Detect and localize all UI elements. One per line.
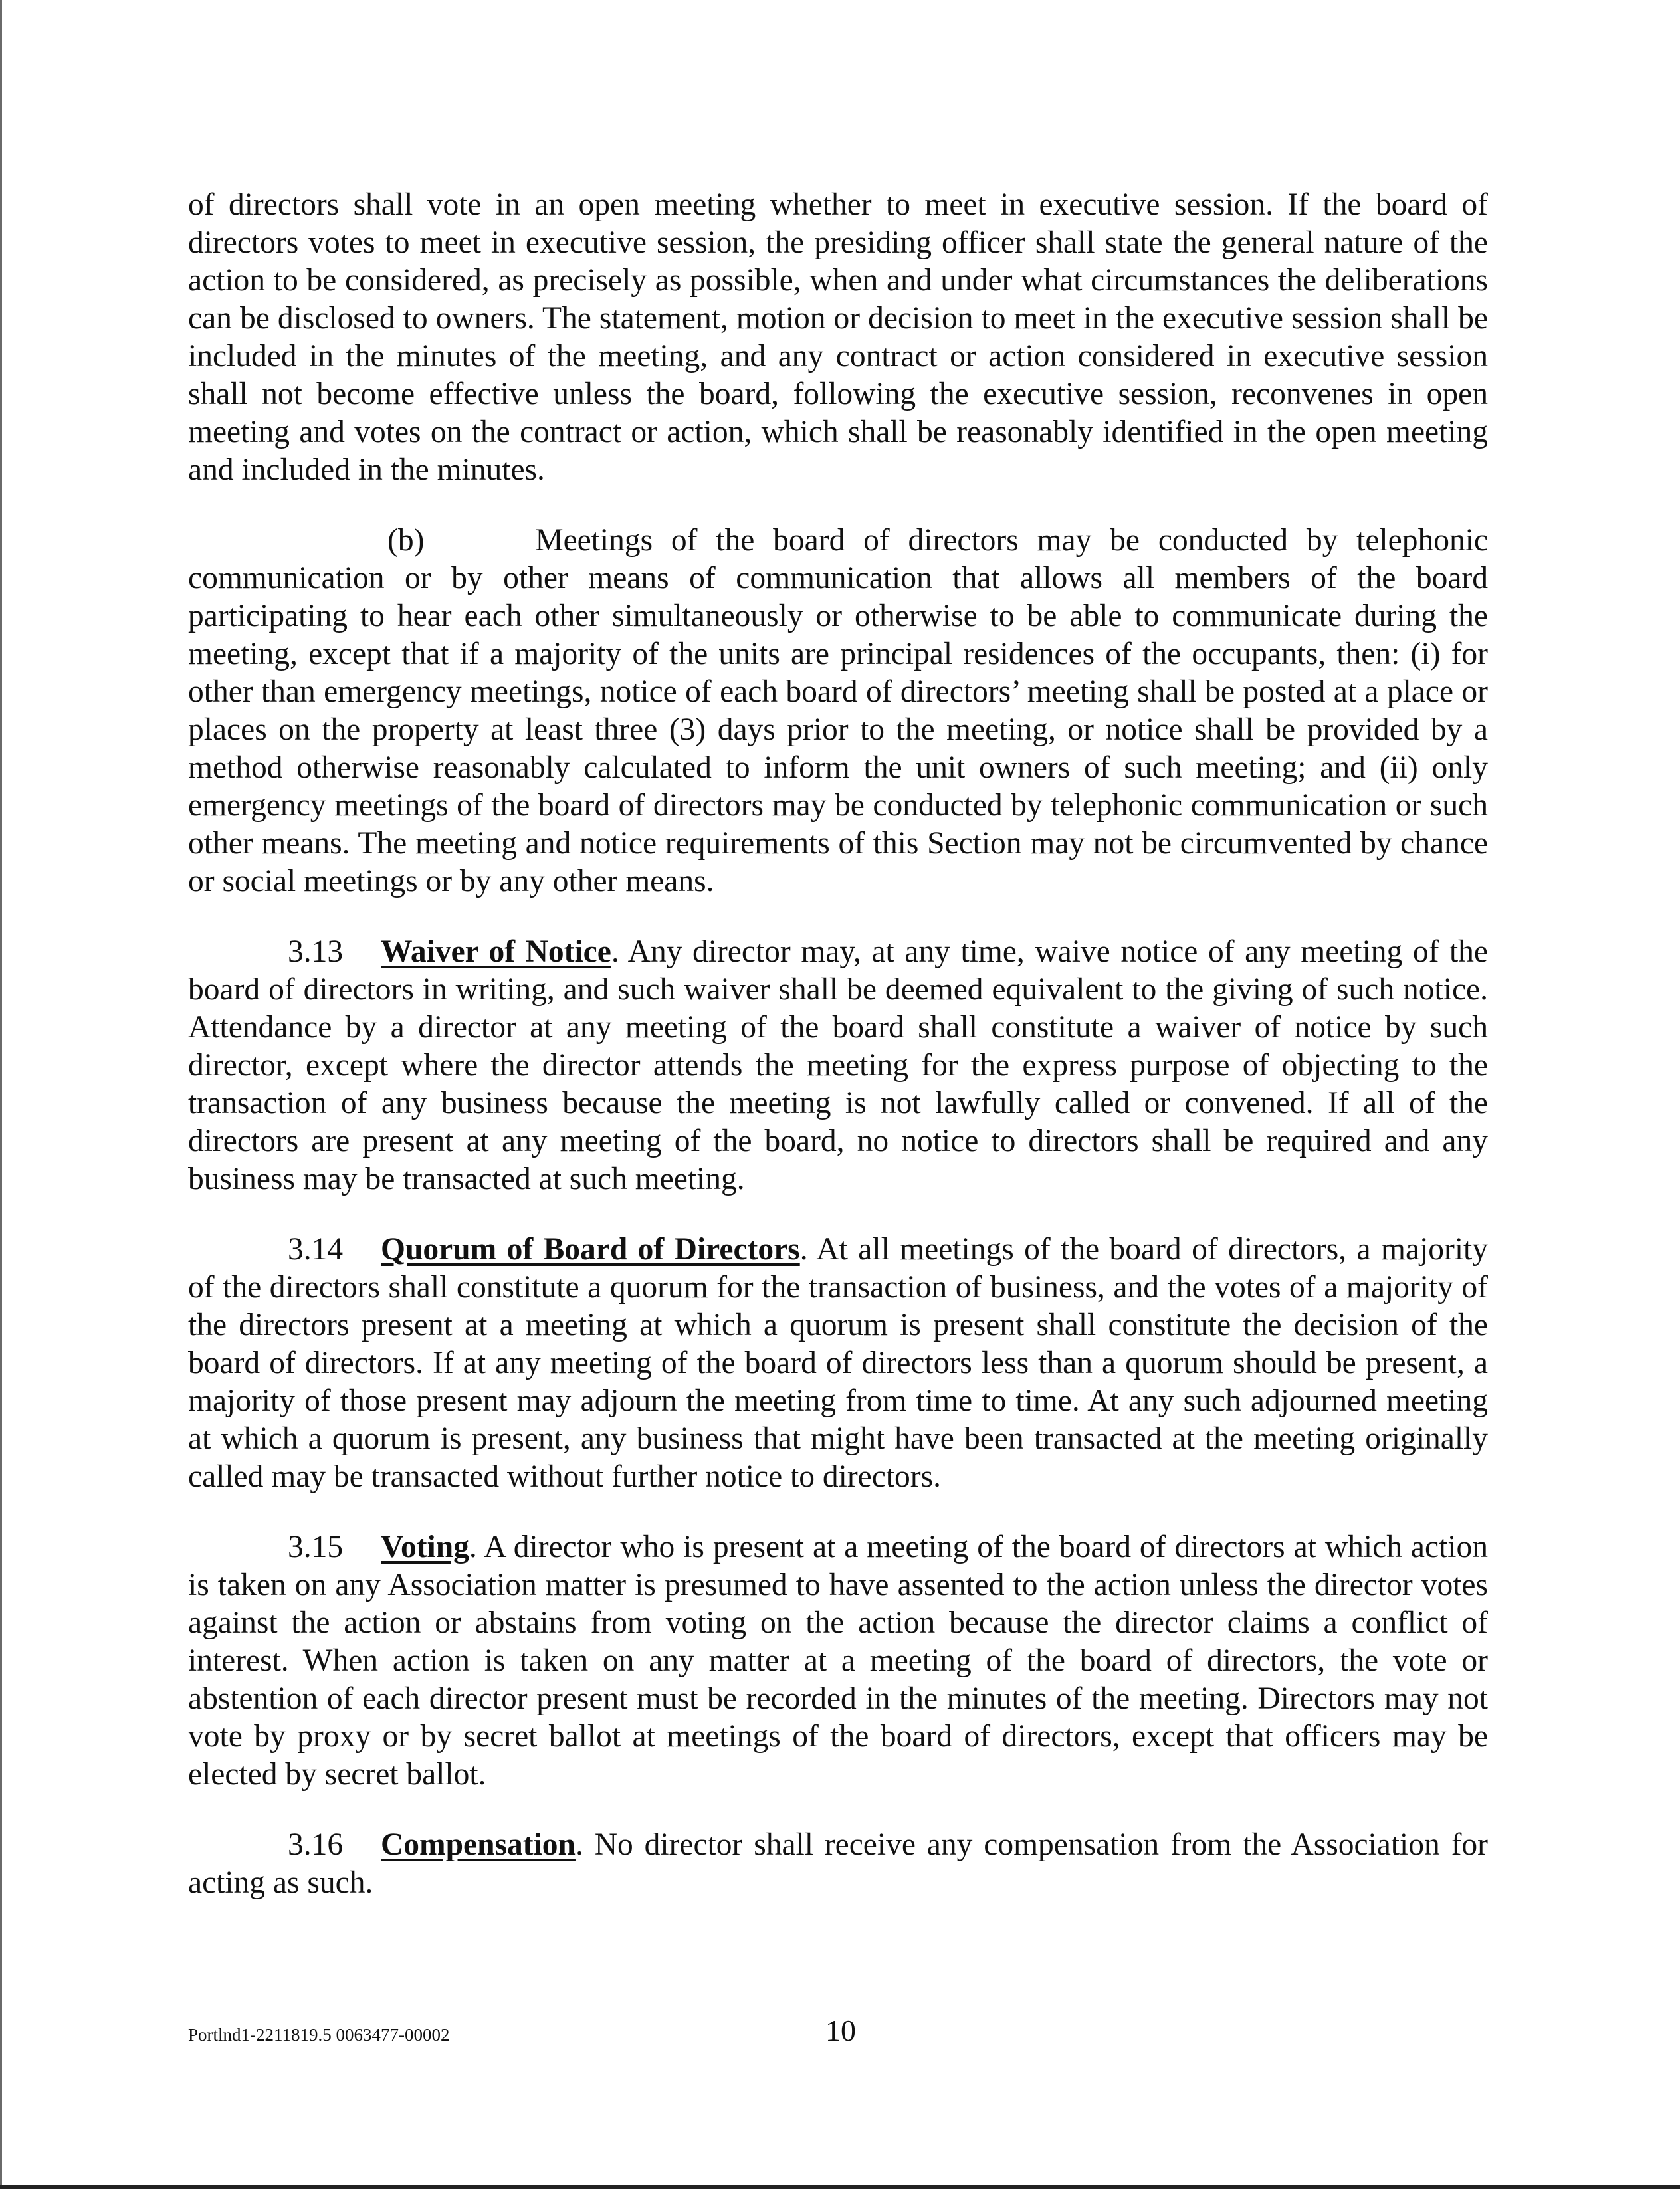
section-text: . No director shall receive any compensation from the Association for acting as such. [188,1827,1488,1900]
section-3-14 [188,1231,1488,1496]
section-text: . At all meetings of the board of directors, a majority of the directors shall constitute a quorum for the transaction of business, and the votes of a majority of the directors present at a meeting at which a quorum is present shall constitute the decision of the board of directors. If at any meeting of the board of directors less than a quorum should be present, a majority of those present may adjourn the meeting from time to time. At any such adjourned meeting at which a quorum is present, any business that might have been transacted at the meeting originally called may be transacted without further notice to directors. [188,1232,1488,1494]
section-text: . Any director may, at any time, waive notice of any meeting of the board of directors in writing, and such waiver shall be deemed equivalent to the giving of such notice. Attendance by a director at any meeting of the board shall constitute a waiver of notice by such director, except where the director attends the meeting for the express purpose of objecting to the transaction of any business because the meeting is not lawfully called or convened. If all of the directors are present at any meeting of the board, no notice to directors shall be required and any business may be transacted at such meeting. [188,934,1489,1196]
section-number: 3.13 [288,934,344,969]
document-body [188,186,1488,1934]
section-text: . A director who is present at a meeting of the board of directors at which action is taken on any Association matter is presumed to have assented to the action unless the director votes against the action or abstains from voting on the action because the director claims a conflict of interest. When action is taken on any matter at a meeting of the board of directors, the vote or abstention of each director present must be recorded in the minutes of the meeting. Directors may not vote by proxy or by secret ballot at meetings of the board of directors, except that officers may be elected by secret ballot. [188,1530,1488,1792]
section-title: Quorum of Board of Directors [381,1232,800,1267]
footer-document-id: Portlnd1-2211819.5 0063477-00002 [188,2025,450,2045]
section-3-15 [188,1528,1488,1794]
paragraph-executive-session: of directors shall vote in an open meeting whether to meet in executive session. If the board of directors votes to meet in executive session, the presiding officer shall state the general nature of the action to be considered, as precisely as possible, when and under what circumstances the deliberations can be disclosed to owners. The statement, motion or decision to meet in the executive session shall be included in the minutes of the meeting, and any contract or action considered in executive session shall not become effective unless the board, following the executive session, reconvenes in open meeting and votes on the contract or action, which shall be reasonably identified in the open meeting and included in the minutes. [188,187,1488,487]
scan-edge-left [0,0,2,2189]
page-number: 10 [825,2014,856,2047]
section-3-16 [188,1826,1488,1902]
section-number: 3.15 [288,1530,344,1564]
section-title: Compensation [381,1827,576,1862]
section-title: Voting [381,1530,469,1564]
paragraph-telephonic-meetings: (b) Meetings of the board of directors may be conducted by telephonic communication or by other means of communication that allows all members of the board participating to hear each other simultaneously or otherwise to be able to communicate during the meeting, except that if a majority of the units are principal residences of the occupants, then: (i) for other than emergency meetings, notice of each board of directors’ meeting shall be posted at a place or places on the property at least three (3) days prior to the meeting, or notice shall be provided by a method otherwise reasonably calculated to inform the unit owners of such meeting; and (ii) only emergency meetings of the board of directors may be conducted by telephonic communication or such other means. The meeting and notice requirements of this Section may not be circumvented by chance or social meetings or by any other means. [188,523,1488,898]
section-number: 3.16 [288,1827,344,1862]
section-title: Waiver of Notice [381,934,611,969]
section-3-13 [188,933,1488,1198]
scan-edge-bottom [0,2185,1680,2189]
section-number: 3.14 [288,1232,344,1267]
